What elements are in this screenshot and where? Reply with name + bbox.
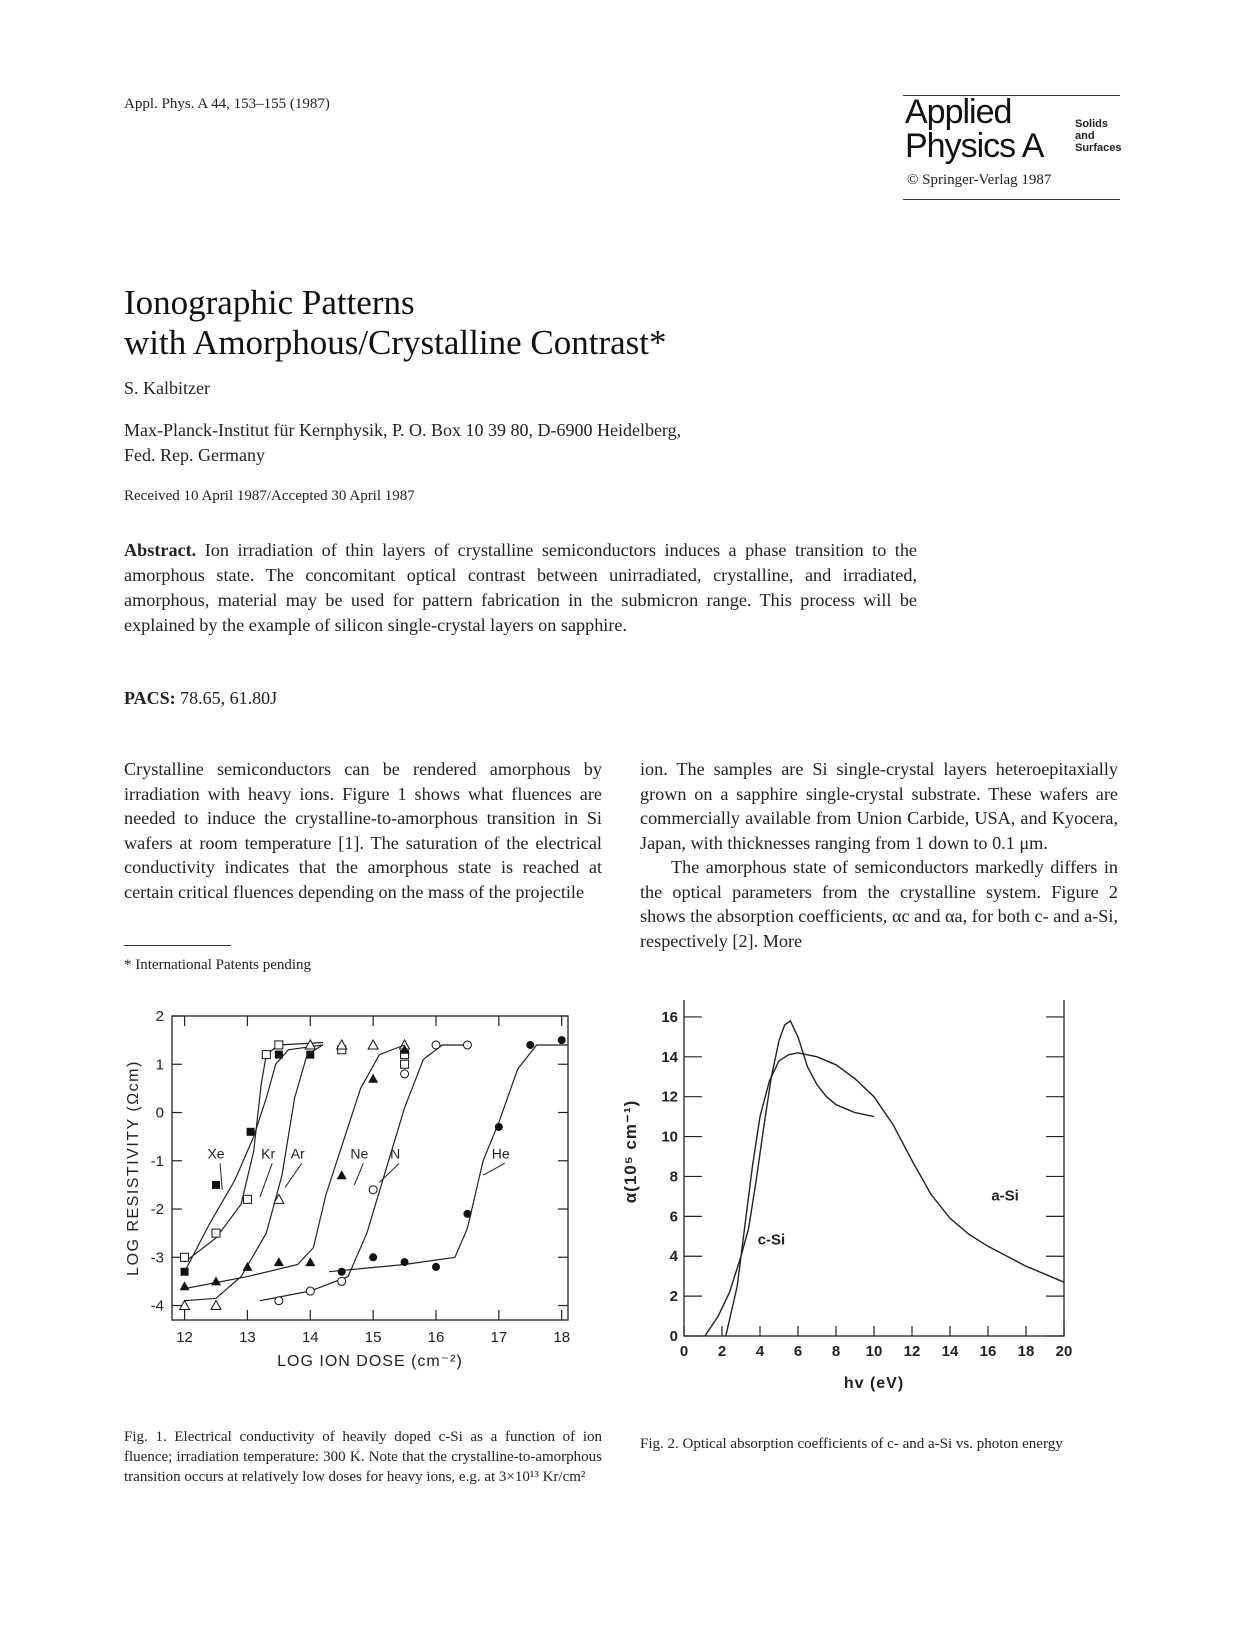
fig2-y-tick-label: 10 [661, 1128, 678, 1146]
fig2-series-label-csi: c-Si [757, 1231, 786, 1249]
fig1-x-axis-label: LOG ION DOSE (cm⁻²) [277, 1353, 463, 1370]
fig1-point-ar [337, 1040, 347, 1049]
fig2-series-label-asi: a-Si [991, 1187, 1019, 1205]
fig1-y-tick-label: 0 [155, 1104, 164, 1122]
fig1-point-ne [211, 1276, 221, 1285]
fig1-x-tick-label: 18 [553, 1329, 571, 1346]
fig1-point-n [369, 1186, 377, 1194]
figure-1-chart [120, 1000, 600, 1420]
fig1-leader-line [220, 1163, 222, 1189]
journal-logo-subtitle [1075, 118, 1121, 154]
fig2-y-tick-label: 16 [661, 1008, 678, 1026]
fig1-point-n [432, 1041, 440, 1049]
fig1-y-tick-label: -4 [150, 1297, 164, 1315]
abstract [124, 538, 917, 638]
fig1-root [125, 1008, 570, 1370]
logo-sub-1: Solids [1075, 118, 1109, 130]
fig2-y-tick-label: 0 [669, 1328, 678, 1345]
fig1-point-he [369, 1253, 377, 1261]
fig1-point-ne [368, 1074, 378, 1083]
fig1-point-xe [247, 1128, 255, 1136]
fig2-x-tick-label: 14 [941, 1343, 959, 1360]
fig2-y-tick-label: 8 [669, 1168, 678, 1186]
right-paragraph-2: The amorphous state of semiconductors markedly differs in the optical parameters from the crystalline system. Figure 2 shows the absorption coefficients, αc and αa, for both c- and a-Si, respectively [2]. More [640, 857, 1118, 951]
journal-logo-line2: Physics A [905, 127, 1044, 165]
fig2-x-tick-label: 6 [793, 1343, 803, 1360]
fig1-point-ar [211, 1301, 221, 1310]
received-date: Received 10 April 1987/Accepted 30 April 1987 [124, 488, 415, 504]
fig1-point-kr [275, 1041, 283, 1049]
fig1-curve-ar [185, 1045, 323, 1301]
journal-logo-line1: Applied [905, 93, 1012, 131]
fig1-leader-line [483, 1163, 505, 1175]
fig1-point-n [275, 1297, 283, 1305]
affiliation [124, 418, 844, 468]
footnote-rule [124, 945, 231, 946]
logo-sub-2: and [1075, 130, 1095, 142]
fig1-frame [172, 1016, 568, 1320]
fig1-leader-line [285, 1163, 302, 1187]
fig2-x-tick-label: 20 [1055, 1343, 1073, 1360]
fig2-y-tick-label: 4 [669, 1248, 678, 1266]
right-paragraph-1: ion. The samples are Si single-crystal layers heteroepitaxially grown on a sapphire single-crystal substrate. These wafers are commercially available from Union Carbide, USA, and Kyocera, Japan, with thicknesses ranging from 1 down to 0.1 μm. [640, 759, 1118, 853]
fig1-point-ne [180, 1281, 190, 1290]
fig1-point-he [338, 1268, 346, 1276]
logo-sub-3: Surfaces [1075, 142, 1122, 154]
fig2-x-tick-label: 8 [831, 1343, 841, 1360]
fig2-y-axis-label: α(10⁵ cm⁻¹) [621, 1099, 640, 1204]
fig2-x-axis-label: hv (eV) [843, 1375, 905, 1392]
fig1-point-kr [212, 1229, 220, 1237]
abstract-text: Ion irradiation of thin layers of crystalline semiconductors induces a phase transition to the amorphous state. The concomitant optical contrast between unirradiated, crystalline, and irradiated, amorphous, material may be used for pattern fabrication in the submicron range. This process will be explained by the example of silicon single-crystal layers on sapphire. [124, 540, 917, 635]
fig1-point-xe [275, 1051, 283, 1059]
fig1-y-tick-label: 2 [155, 1008, 164, 1025]
fig1-x-tick-label: 14 [301, 1329, 319, 1346]
fig1-point-he [401, 1258, 409, 1266]
fig1-series-label-n: N [390, 1145, 401, 1162]
fig2-x-tick-label: 10 [865, 1343, 883, 1360]
fig1-point-kr [262, 1051, 270, 1059]
fig1-leader-line [260, 1163, 272, 1197]
fig1-point-n [463, 1041, 471, 1049]
abstract-label: Abstract. [124, 540, 197, 560]
fig1-y-tick-label: 1 [155, 1056, 164, 1074]
fig1-x-tick-label: 13 [239, 1329, 256, 1346]
fig2-x-tick-label: 2 [717, 1343, 727, 1360]
fig1-point-he [432, 1263, 440, 1271]
fig2-y-tick-label: 6 [669, 1208, 678, 1226]
fig1-point-he [526, 1041, 534, 1049]
fig1-y-axis-label: LOG RESISTIVITY (Ωcm) [125, 1060, 142, 1276]
fig1-series-label-he: He [491, 1145, 510, 1162]
fig2-y-tick-label: 2 [669, 1288, 678, 1306]
footnote: * International Patents pending [124, 957, 312, 973]
pacs [124, 688, 277, 709]
fig1-series-label-xe: Xe [207, 1145, 225, 1162]
affiliation-line-2: Fed. Rep. Germany [124, 445, 265, 465]
fig1-y-tick-label: -1 [150, 1152, 164, 1170]
fig1-leader-line [379, 1163, 399, 1182]
fig1-point-he [558, 1036, 566, 1044]
fig2-x-tick-label: 18 [1017, 1343, 1035, 1360]
logo-rule-bottom [903, 199, 1120, 200]
fig1-point-kr [243, 1195, 251, 1203]
body-right-column [640, 757, 1118, 953]
title-line-2: with Amorphous/Crystalline Contrast* [124, 323, 667, 362]
fig1-x-tick-label: 16 [427, 1329, 445, 1346]
fig1-point-kr [401, 1060, 409, 1068]
fig1-series-label-ne: Ne [350, 1145, 369, 1162]
fig2-y-tick-label: 14 [661, 1048, 678, 1066]
title-line-1: Ionographic Patterns [124, 283, 415, 322]
fig1-x-tick-label: 12 [176, 1329, 193, 1346]
pacs-label: PACS: [124, 688, 176, 708]
fig1-point-he [495, 1123, 503, 1131]
author: S. Kalbitzer [124, 378, 210, 398]
fig1-point-kr [181, 1253, 189, 1261]
fig1-y-tick-label: -2 [150, 1201, 164, 1219]
fig1-series-label-ar: Ar [290, 1145, 305, 1162]
copyright: © Springer-Verlag 1987 [907, 172, 1052, 188]
figure-2-chart [620, 1000, 1120, 1430]
fig2-frame [684, 1000, 1064, 1336]
fig2-x-tick-label: 16 [979, 1343, 997, 1360]
fig2-x-tick-label: 4 [755, 1343, 765, 1360]
body-left-column: Crystalline semiconductors can be rendered amorphous by irradiation with heavy ions. Figure 1 shows what fluences are needed to induce the crystalline-to-amorphous transition in Si wafers at room temperature [1]. The saturation of the electrical conductivity indicates that the amorphous state is reached at certain critical fluences depending on the mass of the projectile [124, 759, 602, 902]
fig2-x-tick-label: 0 [679, 1343, 689, 1360]
fig1-point-ne [337, 1170, 347, 1179]
fig1-point-ar [368, 1040, 378, 1049]
fig1-point-ne [305, 1257, 315, 1266]
fig1-point-n [401, 1070, 409, 1078]
fig1-point-ne [242, 1262, 252, 1271]
fig2-content [621, 1000, 1072, 1392]
figure-2-caption: Fig. 2. Optical absorption coefficients of c- and a-Si vs. photon energy [640, 1436, 1063, 1452]
fig1-series-label-kr: Kr [261, 1145, 276, 1162]
fig1-point-he [463, 1210, 471, 1218]
affiliation-line-1: Max-Planck-Institut für Kernphysik, P. O. Box 10 39 80, D-6900 Heidelberg, [124, 420, 682, 440]
fig2-curve-c-si [705, 1021, 874, 1336]
fig1-point-ar [305, 1040, 315, 1049]
fig1-point-n [338, 1277, 346, 1285]
fig2-y-tick-label: 12 [661, 1088, 678, 1106]
fig1-content [125, 1008, 570, 1370]
fig1-point-xe [181, 1268, 189, 1276]
fig2-x-tick-label: 12 [903, 1343, 921, 1360]
fig1-x-tick-label: 15 [364, 1329, 382, 1346]
journal-reference: Appl. Phys. A 44, 153–155 (1987) [124, 96, 330, 112]
figure-1-caption: Fig. 1. Electrical conductivity of heavily doped c-Si as a function of ion fluence; irradiation temperature: 300 K. Note that the crystalline-to-amorphous transition occurs at relatively low doses for heavy ions, e.g. at 3×10¹³ Kr/cm² [124, 1429, 602, 1485]
fig1-point-n [306, 1287, 314, 1295]
fig1-point-ne [274, 1257, 284, 1266]
article-title [124, 283, 666, 363]
fig1-x-tick-label: 17 [490, 1329, 508, 1346]
pacs-value: 78.65, 61.80J [175, 688, 278, 708]
fig1-point-xe [212, 1181, 220, 1189]
fig1-y-tick-label: -3 [150, 1249, 164, 1267]
fig1-leader-line [354, 1163, 363, 1185]
